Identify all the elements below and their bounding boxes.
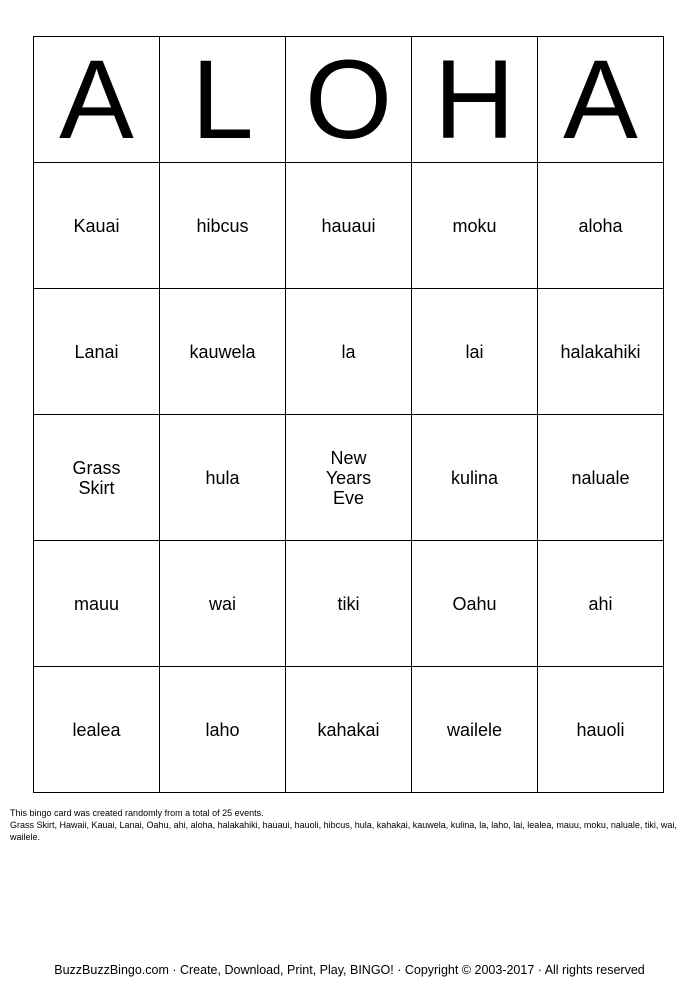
bingo-cell [538, 541, 664, 667]
cell-text: kahakai [317, 719, 380, 740]
bingo-cell [286, 667, 412, 793]
bingo-cell [538, 415, 664, 541]
cell-text: Lanai [74, 341, 119, 362]
bingo-cell [412, 541, 538, 667]
bingo-cell [34, 541, 160, 667]
bingo-card [33, 36, 664, 793]
cell-text: hula [205, 467, 240, 488]
bingo-cell [286, 289, 412, 415]
bingo-cell [538, 667, 664, 793]
card-row [34, 667, 664, 793]
cell-text: mauu [73, 593, 120, 614]
header-letter: L [160, 37, 286, 163]
cell-text: kauwela [189, 341, 256, 362]
cell-text: Kauai [73, 215, 120, 236]
bingo-cell [34, 667, 160, 793]
cell-text: wai [208, 593, 236, 614]
bingo-cell [286, 541, 412, 667]
cell-text: ahi [588, 593, 613, 614]
header-letter: A [34, 37, 160, 163]
bingo-cell [34, 289, 160, 415]
cell-text: moku [452, 215, 497, 236]
bingo-cell [160, 163, 286, 289]
bingo-cell [286, 163, 412, 289]
cell-text: tiki [337, 593, 360, 614]
bingo-cell [412, 667, 538, 793]
cell-text: laho [205, 719, 240, 740]
cell-text: Grass Skirt [72, 457, 121, 498]
cell-text: naluale [571, 467, 630, 488]
cell-text: Oahu [452, 593, 497, 614]
info-word-list: Grass Skirt, Hawaii, Kauai, Lanai, Oahu, ahi, aloha, halakahiki, hauaui, hauoli, hibcus, hula, kahakai, kauwela, kulina, la, laho, lai, lealea, mauu, moku, naluale, tiki, wai, wailele. [10, 820, 677, 842]
header-letter: H [412, 37, 538, 163]
bingo-cell [160, 541, 286, 667]
header-letter: A [538, 37, 664, 163]
bingo-cell [160, 289, 286, 415]
site-footer: BuzzBuzzBingo.com · Create, Download, Print, Play, BINGO! · Copyright © 2003-2017 · All rights reserved [54, 963, 645, 977]
cell-text: aloha [578, 215, 623, 236]
cell-text: halakahiki [560, 341, 641, 362]
cell-text: lealea [72, 719, 121, 740]
cell-text: wailele [446, 719, 503, 740]
card-info [10, 807, 690, 843]
bingo-cell [538, 163, 664, 289]
card-row [34, 415, 664, 541]
bingo-cell [34, 415, 160, 541]
card-row [34, 541, 664, 667]
cell-text: la [341, 341, 356, 362]
bingo-cell [538, 289, 664, 415]
header-letter: O [286, 37, 412, 163]
bingo-cell [412, 289, 538, 415]
bingo-cell [34, 163, 160, 289]
card-row [34, 163, 664, 289]
bingo-cell [286, 415, 412, 541]
bingo-cell [412, 163, 538, 289]
cell-text: hauaui [321, 215, 376, 236]
cell-text: hibcus [196, 215, 249, 236]
bingo-cell [412, 415, 538, 541]
bingo-cell [160, 667, 286, 793]
cell-text: hauoli [576, 719, 625, 740]
header-row [34, 37, 664, 163]
cell-text: kulina [450, 467, 499, 488]
cell-text: New Years Eve [325, 447, 372, 508]
info-summary: This bingo card was created randomly from a total of 25 events. [10, 808, 264, 818]
cell-text: lai [465, 341, 484, 362]
card-row [34, 289, 664, 415]
bingo-cell [160, 415, 286, 541]
